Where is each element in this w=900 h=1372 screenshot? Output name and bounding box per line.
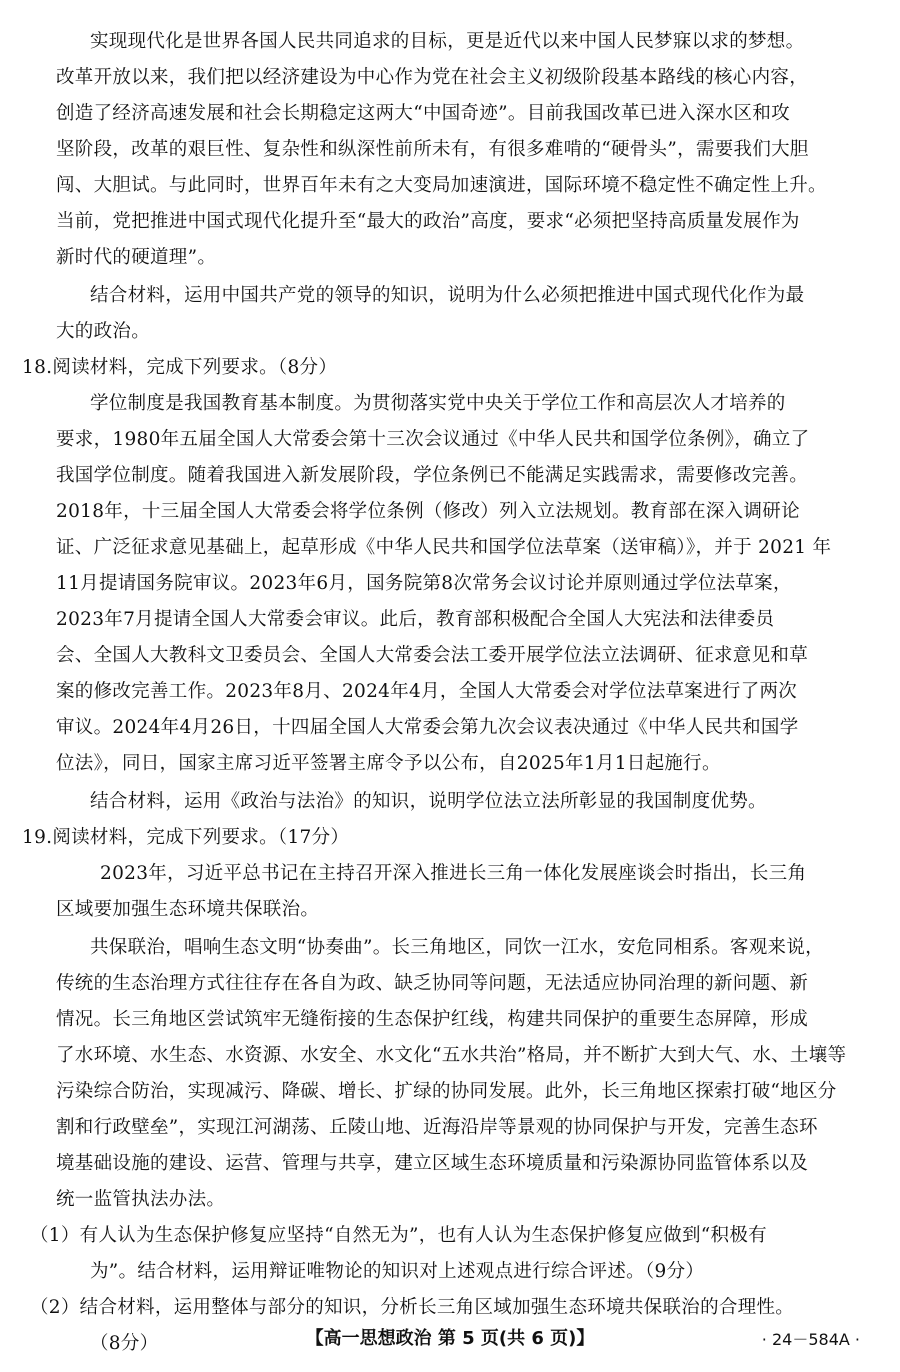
text-line: 2018年，十三届全国人大常委会将学位条例（修改）列入立法规划。教育部在深入调研论 <box>56 501 800 522</box>
text-line: 境基础设施的建设、运营、管理与共享，建立区域生态环境质量和污染源协同监管体系以及 <box>56 1153 809 1174</box>
text-line: 闯、大胆试。与此同时，世界百年未有之大变局加速演进，国际环境不稳定性不确定性上升。 <box>56 175 827 196</box>
text-line: 证、广泛征求意见基础上，起草形成《中华人民共和国学位法草案（送审稿）》，并于 2021 年 <box>56 537 832 558</box>
text-line: 19.阅读材料，完成下列要求。（17分） <box>22 827 350 848</box>
text-line: 实现现代化是世界各国人民共同追求的目标，更是近代以来中国人民梦寐以求的梦想。 <box>90 31 805 52</box>
text-line: 区域要加强生态环境共保联治。 <box>56 899 320 920</box>
text-line: 结合材料，运用《政治与法治》的知识，说明学位法立法所彰显的我国制度优势。 <box>90 791 767 812</box>
text-line: 11月提请国务院审议。2023年6月，国务院第8次常务会议讨论并原则通过学位法草案， <box>56 573 792 594</box>
text-line: 位法》，同日，国家主席习近平签署主席令予以公布，自2025年1月1日起施行。 <box>56 753 721 774</box>
text-line: 18.阅读材料，完成下列要求。（8分） <box>22 357 338 378</box>
text-line: 我国学位制度。随着我国进入新发展阶段，学位条例已不能满足实践需求，需要修改完善。 <box>56 465 809 486</box>
text-line: 了水环境、水生态、水资源、水安全、水文化“五水共治”格局，并不断扩大到大气、水、土壤等 <box>56 1045 847 1066</box>
page-footer: 【高一思想政治 第 5 页(共 6 页)】 <box>305 1328 595 1349</box>
text-line: 创造了经济高速发展和社会长期稳定这两大“中国奇迹”。目前我国改革已进入深水区和攻 <box>56 103 790 124</box>
text-line: 会、全国人大教科文卫委员会、全国人大常委会法工委开展学位法立法调研、征求意见和草 <box>56 645 809 666</box>
text-line: 要求，1980年五届全国人大常委会第十三次会议通过《中华人民共和国学位条例》，确立了 <box>56 429 810 450</box>
text-line: 案的修改完善工作。2023年8月、2024年4月，全国人大常委会对学位法草案进行了两次 <box>56 681 798 702</box>
text-line: 审议。2024年4月26日，十四届全国人大常委会第九次会议表决通过《中华人民共和国学 <box>56 717 799 738</box>
text-line: 坚阶段，改革的艰巨性、复杂性和纵深性前所未有，有很多难啃的“硬骨头”，需要我们大胆 <box>56 139 809 160</box>
exam-code: · 24－584A · <box>761 1330 860 1349</box>
text-line: 情况。长三角地区尝试筑牢无缝衔接的生态保护红线，构建共同保护的重要生态屏障，形成 <box>56 1009 809 1030</box>
text-line: 为”。结合材料，运用辩证唯物论的知识对上述观点进行综合评述。（9分） <box>90 1261 705 1282</box>
text-line: （8分） <box>90 1333 159 1354</box>
text-line: 统一监管执法办法。 <box>56 1189 226 1210</box>
text-line: 结合材料，运用中国共产党的领导的知识，说明为什么必须把推进中国式现代化作为最 <box>90 285 805 306</box>
text-line: 学位制度是我国教育基本制度。为贯彻落实党中央关于学位工作和高层次人才培养的 <box>90 393 786 414</box>
text-line: （2）结合材料，运用整体与部分的知识，分析长三角区域加强生态环境共保联治的合理性。 <box>30 1297 795 1318</box>
text-line: 2023年，习近平总书记在主持召开深入推进长三角一体化发展座谈会时指出，长三角 <box>100 863 807 884</box>
text-line: （1）有人认为生态保护修复应坚持“自然无为”，也有人认为生态保护修复应做到“积极有 <box>30 1225 767 1246</box>
text-line: 割和行政壁垒”，实现江河湖荡、丘陵山地、近海沿岸等景观的协同保护与开发，完善生态环 <box>56 1117 818 1138</box>
text-line: 当前，党把推进中国式现代化提升至“最大的政治”高度，要求“必须把坚持高质量发展作为 <box>56 211 800 232</box>
text-line: 污染综合防治，实现减污、降碳、增长、扩绿的协同发展。此外，长三角地区探索打破“地区分 <box>56 1081 837 1102</box>
text-line: 新时代的硬道理”。 <box>56 247 217 268</box>
text-line: 共保联治，唱响生态文明“协奏曲”。长三角地区，同饮一江水，安危同相系。客观来说， <box>90 937 824 958</box>
text-line: 传统的生态治理方式往往存在各自为政、缺乏协同等问题，无法适应协同治理的新问题、新 <box>56 973 809 994</box>
text-line: 改革开放以来，我们把以经济建设为中心作为党在社会主义初级阶段基本路线的核心内容， <box>56 67 809 88</box>
text-line: 2023年7月提请全国人大常委会审议。此后，教育部积极配合全国人大宪法和法律委员 <box>56 609 775 630</box>
text-line: 大的政治。 <box>56 321 151 342</box>
